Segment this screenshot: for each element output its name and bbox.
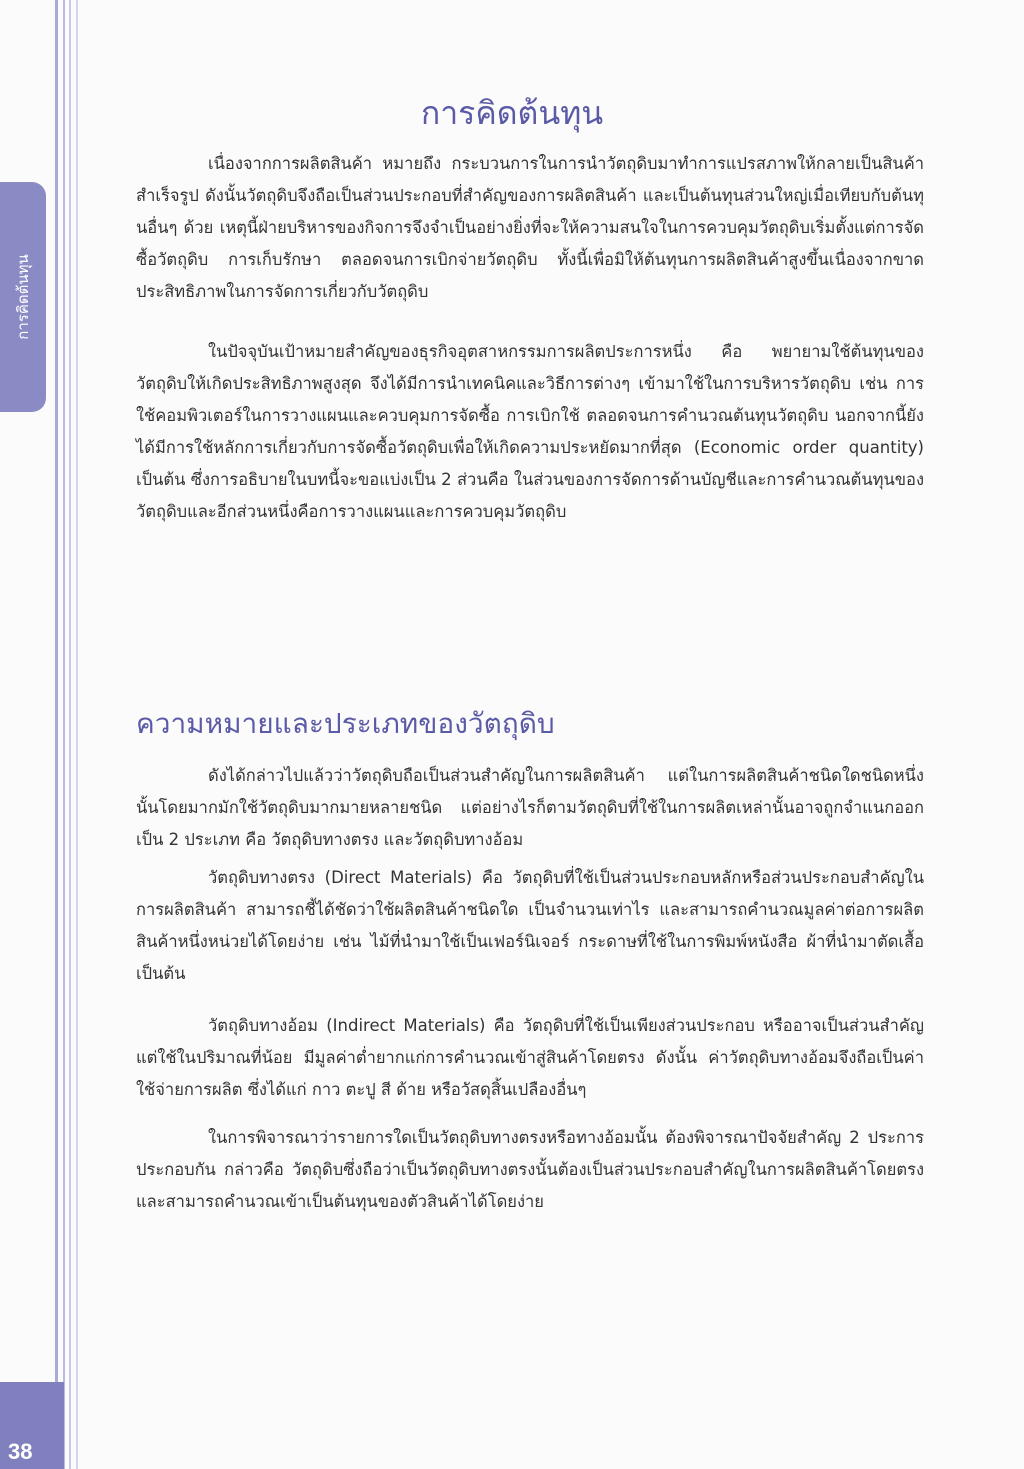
margin-rule-line: [69, 0, 71, 1469]
page-number-box: [0, 1382, 64, 1469]
margin-rule-line: [55, 0, 58, 1469]
paragraph: ดังได้กล่าวไปแล้วว่าวัตถุดิบถือเป็นส่วนสำคัญในการผลิตสินค้า แต่ในการผลิตสินค้าชนิดใดชนิดหนึ่งนั้นโดยมากมักใช้วัตถุดิบมากมายหลายชนิด แต่อย่างไรก็ตามวัตถุดิบที่ใช้ในการผลิตเหล่านั้นอาจถูกจำแนกออกเป็น 2 ประเภท คือ วัตถุดิบทางตรง และวัตถุดิบทางอ้อม: [136, 766, 924, 849]
margin-rule-line: [76, 0, 78, 1469]
paragraph: ในปัจจุบันเป้าหมายสำคัญของธุรกิจอุตสาหกรรมการผลิตประการหนึ่ง คือ พยายามใช้ต้นทุนของวัตถุดิบให้เกิดประสิทธิภาพสูงสุด จึงได้มีการนำเทคนิคและวิธีการต่างๆ เข้ามาใช้ในการบริหารวัตถุดิบ เช่น การใช้คอมพิวเตอร์ในการวางแผนและควบคุมการจัดซื้อ การเบิกใช้ ตลอดจนการคำนวณต้นทุนวัตถุดิบ นอกจากนี้ยังได้มีการใช้หลักการเกี่ยวกับการจัดซื้อวัตถุดิบเพื่อให้เกิดความประหยัดมากที่สุด (Economic order quantity) เป็นต้น ซึ่งการอธิบายในบทนี้จะขอแบ่งเป็น 2 ส่วนคือ ในส่วนของการจัดการด้านบัญชีและการคำนวณต้นทุนของวัตถุดิบและอีกส่วนหนึ่งคือการวางแผนและการควบคุมวัตถุดิบ: [136, 342, 924, 521]
paragraph: ในการพิจารณาว่ารายการใดเป็นวัตถุดิบทางตรงหรือทางอ้อมนั้น ต้องพิจารณาปัจจัยสำคัญ 2 ประการประกอบกัน กล่าวคือ วัตถุดิบซึ่งถือว่าเป็นวัตถุดิบทางตรงนั้นต้องเป็นส่วนประกอบสำคัญในการผลิตสินค้าโดยตรงและสามารถคำนวณเข้าเป็นต้นทุนของตัวสินค้าได้โดยง่าย: [136, 1128, 924, 1211]
paragraph: วัตถุดิบทางอ้อม (Indirect Materials) คือ วัตถุดิบที่ใช้เป็นเพียงส่วนประกอบ หรืออาจเป็นส่วนสำคัญแต่ใช้ในปริมาณที่น้อย มีมูลค่าต่ำยากแก่การคำนวณเข้าสู่สินค้าโดยตรง ดังนั้น ค่าวัตถุดิบทางอ้อมจึงถือเป็นค่าใช้จ่ายการผลิต ซึ่งได้แก่ กาว ตะปู สี ด้าย หรือวัสดุสิ้นเปลืองอื่นๆ: [136, 1016, 924, 1099]
page-number: 38: [8, 1439, 33, 1464]
section-heading: ความหมายและประเภทของวัตถุดิบ: [136, 707, 555, 740]
margin-rule-line: [63, 0, 65, 1469]
paragraph: เนื่องจากการผลิตสินค้า หมายถึง กระบวนการในการนำวัตถุดิบมาทำการแปรสภาพให้กลายเป็นสินค้าสำเร็จรูป ดังนั้นวัตถุดิบจึงถือเป็นส่วนประกอบที่สำคัญของการผลิตสินค้า และเป็นต้นทุนส่วนใหญ่เมื่อเทียบกับต้นทุนอื่นๆ ด้วย เหตุนี้ฝ่ายบริหารของกิจการจึงจำเป็นอย่างยิ่งที่จะให้ความสนใจในการควบคุมวัตถุดิบเริ่มตั้งแต่การจัดซื้อวัตถุดิบ การเก็บรักษา ตลอดจนการเบิกจ่ายวัตถุดิบ ทั้งนี้เพื่อมิให้ต้นทุนการผลิตสินค้าสูงขึ้นเนื่องจากขาดประสิทธิภาพในการจัดการเกี่ยวกับวัตถุดิบ: [136, 154, 924, 301]
chapter-title: การคิดต้นทุน: [420, 94, 604, 132]
chapter-side-tab-label: การคิดต้นทุน: [14, 254, 32, 340]
paragraph: วัตถุดิบทางตรง (Direct Materials) คือ วัตถุดิบที่ใช้เป็นส่วนประกอบหลักหรือส่วนประกอบสำคัญในการผลิตสินค้า สามารถชี้ได้ชัดว่าใช้ผลิตสินค้าชนิดใด เป็นจำนวนเท่าไร และสามารถคำนวณมูลค่าต่อการผลิตสินค้าหนึ่งหน่วยได้โดยง่าย เช่น ไม้ที่นำมาใช้เป็นเฟอร์นิเจอร์ กระดาษที่ใช้ในการพิมพ์หนังสือ ผ้าที่นำมาตัดเสื้อ เป็นต้น: [136, 868, 924, 983]
